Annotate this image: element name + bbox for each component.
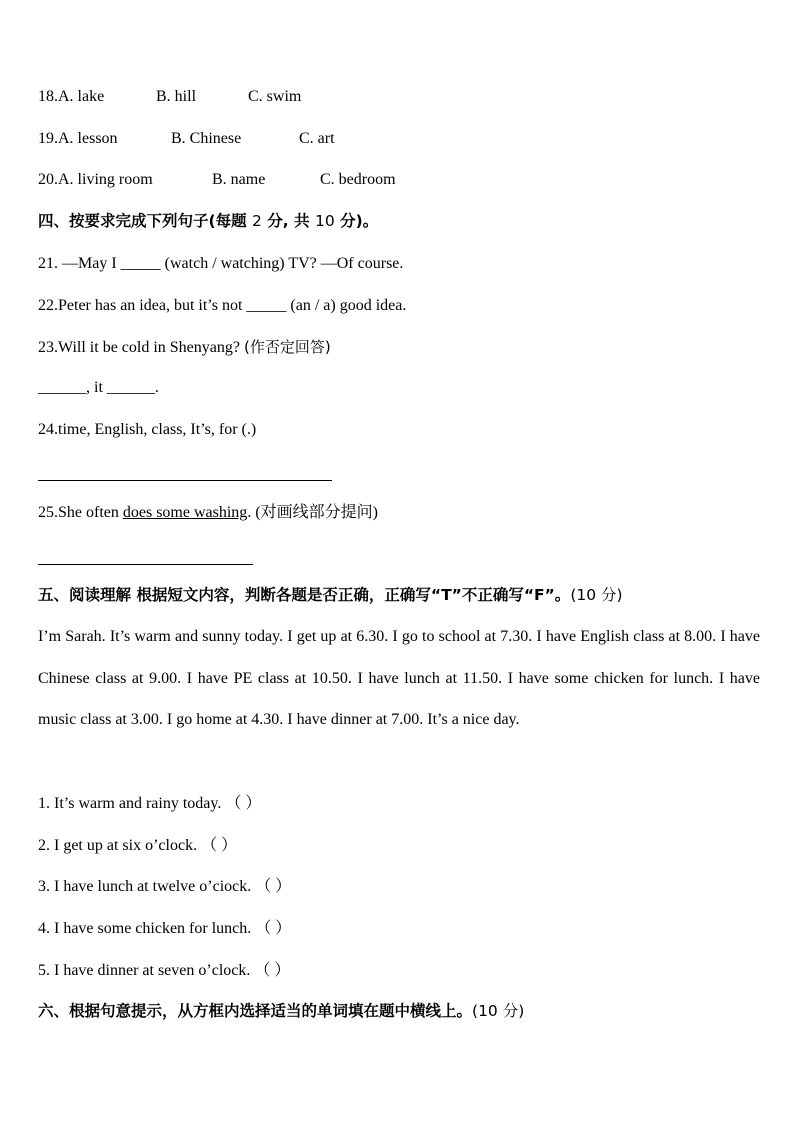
option-a: A. living room xyxy=(58,171,153,188)
answer-paren[interactable]: （ ） xyxy=(254,962,291,979)
option-c: C. bedroom xyxy=(320,171,396,188)
answer-blank[interactable]: ______ xyxy=(38,379,86,396)
answer-paren[interactable]: （ ） xyxy=(201,837,238,854)
choice-row-18 xyxy=(38,87,301,107)
tf-item: 3. I have lunch at twelve o’ciock. （ ） xyxy=(38,878,292,895)
answer-paren[interactable]: （ ） xyxy=(225,795,262,812)
answer-blank[interactable]: _____ xyxy=(246,297,287,314)
question-23: 23.Will it be cold in Shenyang? (作否定回答) xyxy=(38,338,331,356)
option-b: B. name xyxy=(212,171,266,188)
question-25: 25.She often does some washing. (对画线部分提问) xyxy=(38,504,378,521)
reading-passage: I’m Sarah. It’s warm and sunny today. I get up at 6.30. I go to school at 7.30. I have English class at 8.00. I have Chinese class at 9.00. I have PE class at 10.50. I have lunch at 11.50. I have some chicken for lunch. I have music class at 3.00. I go home at 4.30. I have dinner at 7.00. It’s a nice day. xyxy=(38,628,760,729)
section-4-heading: 四、按要求完成下列句子(每题 2 分, 共 10 分)。 xyxy=(38,212,379,230)
choice-row-19 xyxy=(38,129,335,149)
question-23-answer: ______, it ______. xyxy=(38,379,159,396)
answer-blank[interactable]: ______ xyxy=(106,379,155,396)
option-a: A. lesson xyxy=(58,130,118,147)
section-6-heading: 六、根据句意提示，从方框内选择适当的单词填在题中横线上。(10 分) xyxy=(38,1002,525,1020)
question-number: 20. xyxy=(38,171,58,188)
tf-item: 4. I have some chicken for lunch. （ ） xyxy=(38,920,292,937)
tf-item: 5. I have dinner at seven o’clock. （ ） xyxy=(38,962,291,979)
option-a: A. lake xyxy=(58,88,105,105)
underlined-phrase: does some washing xyxy=(122,504,248,521)
question-22: 22.Peter has an idea, but it’s not _____ (an / a) good idea. xyxy=(38,297,407,314)
answer-line-24[interactable] xyxy=(38,480,332,481)
section-5-heading: 五、阅读理解 根据短文内容，判断各题是否正确，正确写“T”不正确写“F”。(10 分) xyxy=(38,586,623,604)
answer-paren[interactable]: （ ） xyxy=(255,878,292,895)
question-number: 18. xyxy=(38,88,58,105)
answer-blank[interactable]: _____ xyxy=(120,255,161,272)
tf-item: 2. I get up at six o’clock. （ ） xyxy=(38,837,238,854)
tf-item: 1. It’s warm and rainy today. （ ） xyxy=(38,795,262,812)
option-b: B. Chinese xyxy=(171,130,242,147)
answer-paren[interactable]: （ ） xyxy=(255,920,292,937)
option-c: C. swim xyxy=(248,88,302,105)
choice-row-20 xyxy=(38,170,396,190)
question-21: 21. —May I _____ (watch / watching) TV? —Of course. xyxy=(38,255,404,272)
option-c: C. art xyxy=(299,130,335,147)
option-b: B. hill xyxy=(156,88,197,105)
question-number: 19. xyxy=(38,130,58,147)
answer-line-25[interactable] xyxy=(38,564,253,565)
question-24: 24.time, English, class, It’s, for (.) xyxy=(38,421,257,438)
